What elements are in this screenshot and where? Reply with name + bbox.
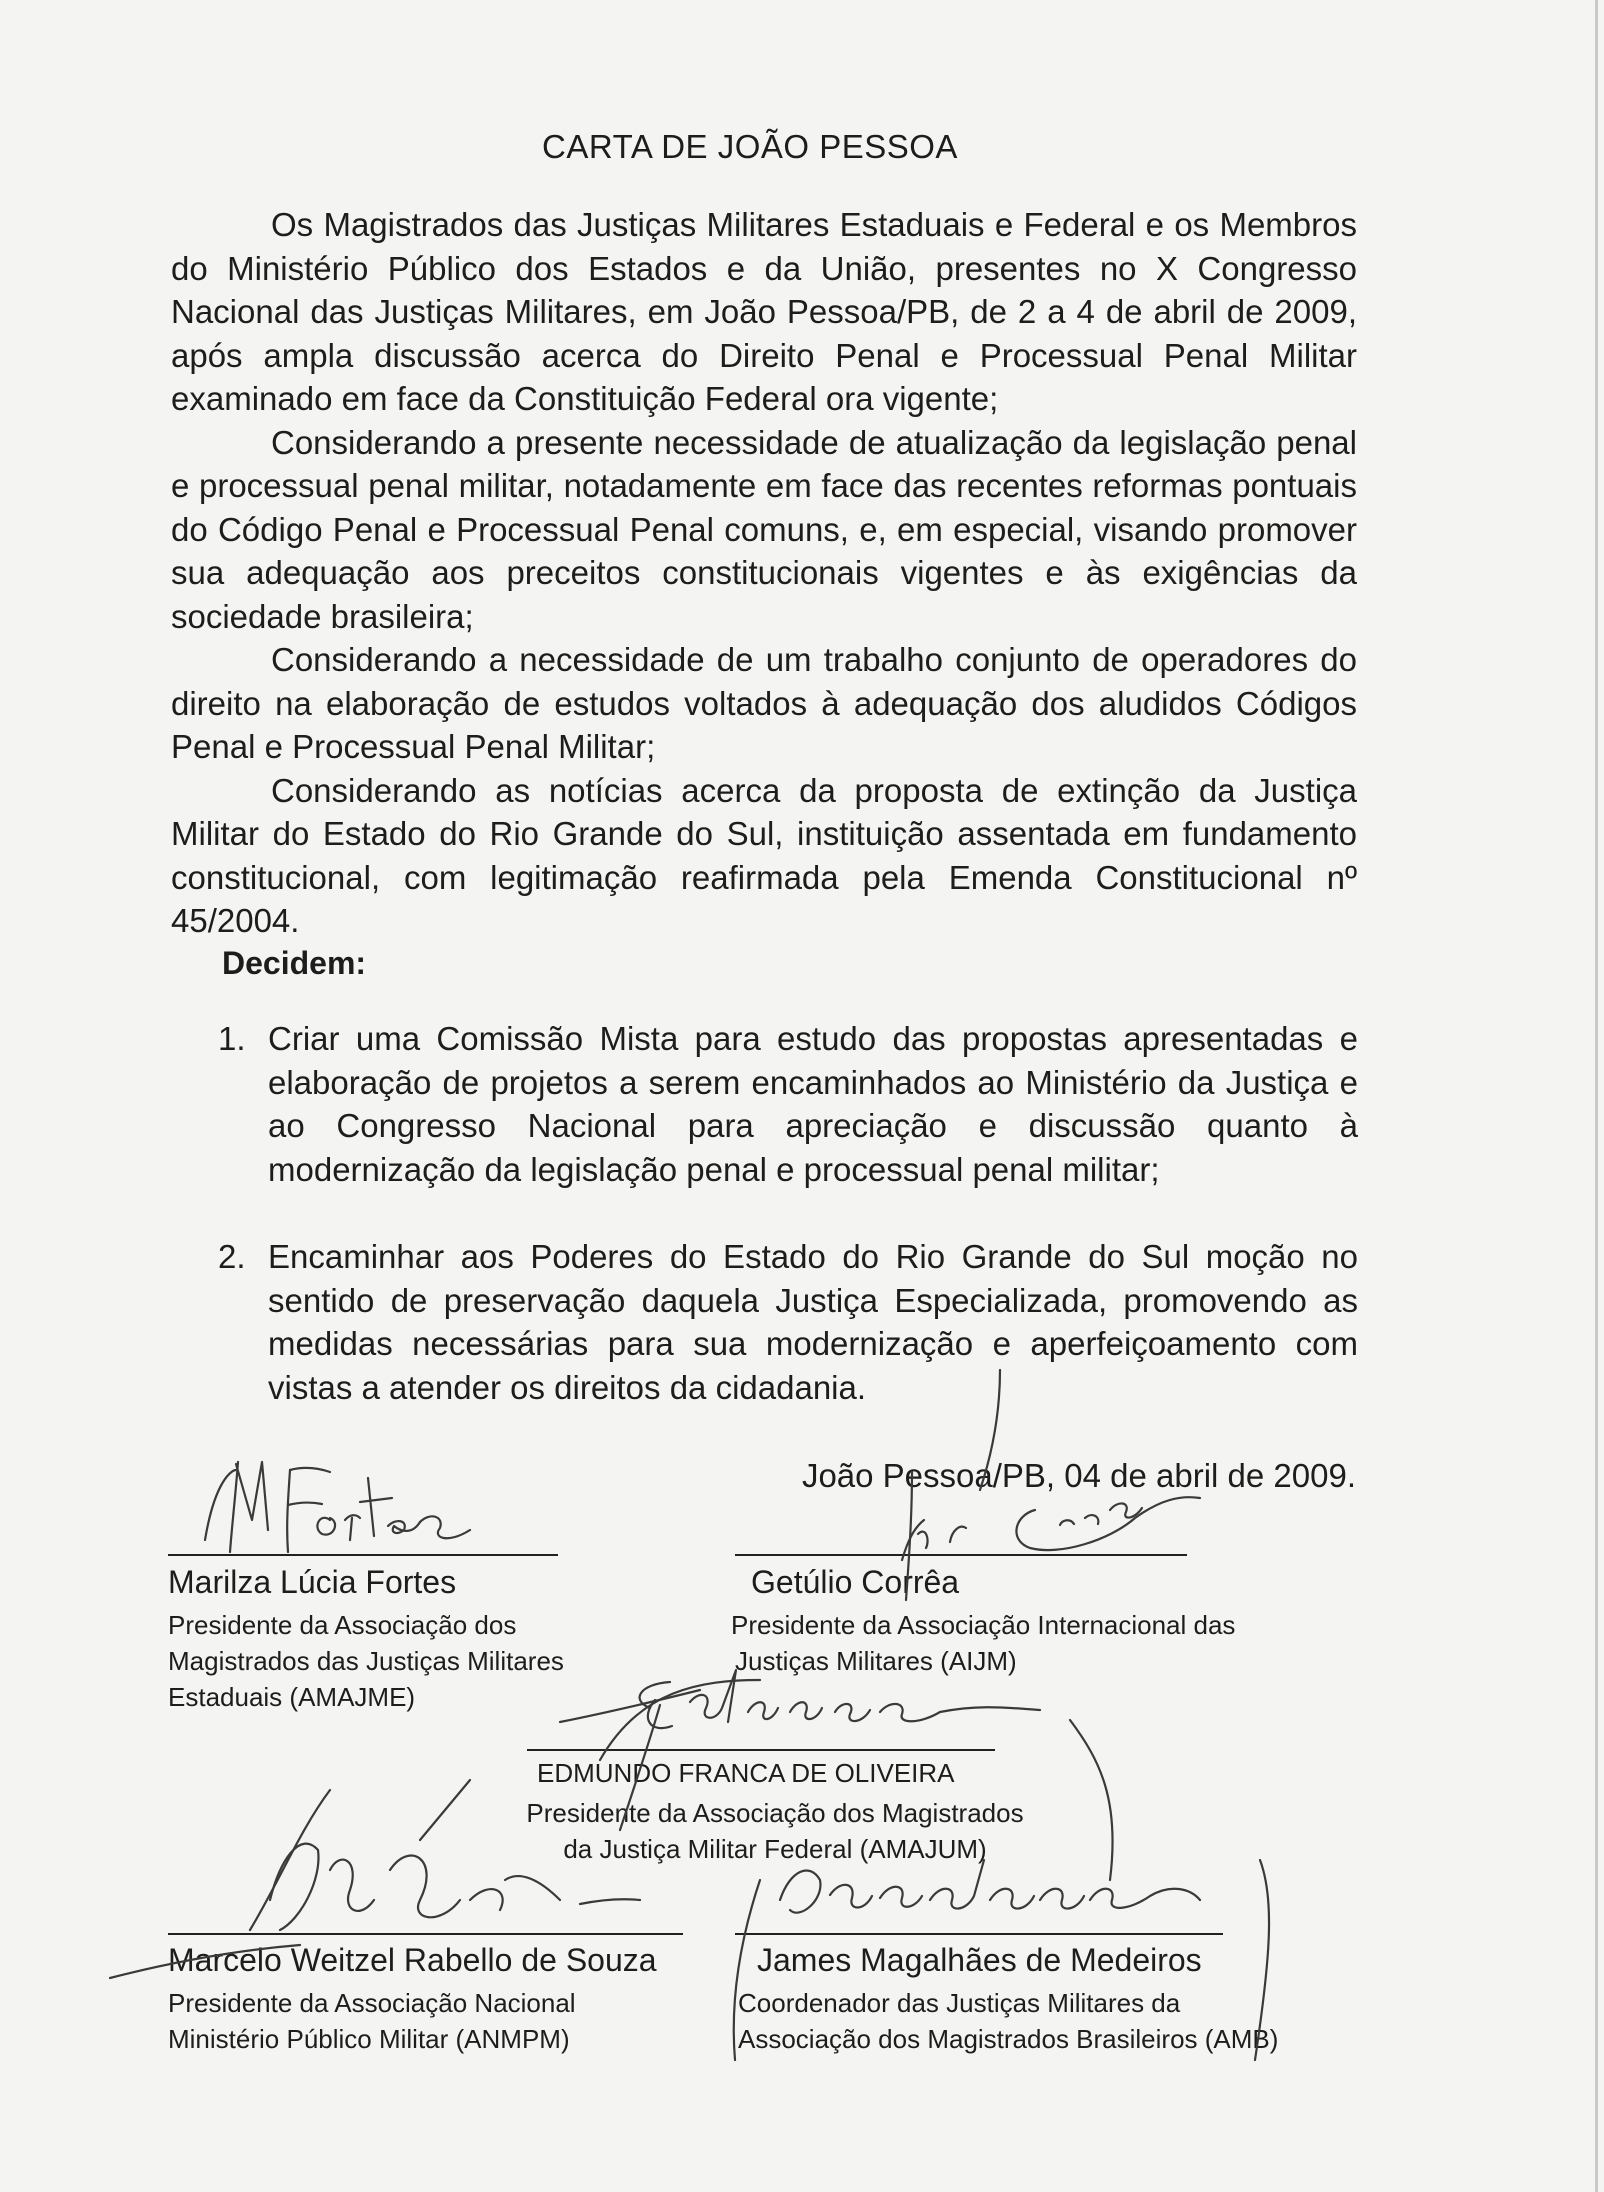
paragraph-considerando-2: Considerando a necessidade de um trabalho conjunto de operadores do direito na elaboração de estudos voltados à adequação dos aludidos Códigos Penal e Processual Penal Militar;	[171, 641, 1357, 765]
paragraph-considerando-1: Considerando a presente necessidade de atualização da legislação penal e processual penal militar, notadamente em face das recentes reformas pontuais do Código Penal e Processual Penal comuns, e, em especial, visando promover sua adequação aos preceitos constitucionais vigentes e às exigências da sociedade brasileira;	[171, 423, 1357, 635]
signature-line	[168, 1933, 683, 1935]
signatory-role: Presidente da Associação Internacional das Justiças Militares (AIJM)	[731, 1610, 1236, 1676]
signatory-role: Presidente da Associação dos Magistrados da Justiça Militar Federal (AMAJUM)	[526, 1798, 1024, 1864]
signatory-name: Marilza Lúcia Fortes	[168, 1564, 457, 1600]
signature-line	[735, 1554, 1187, 1556]
signatory-role: Presidente da Associação dos Magistrados das Justiças Militares Estaduais (AMAJME)	[168, 1610, 564, 1712]
paragraph-intro: Os Magistrados das Justiças Militares Estaduais e Federal e os Membros do Ministério Público dos Estados e da União, presentes no X Congresso Nacional das Justiças Militares, em João Pessoa/PB, de 2 a 4 de abril de 2009, após ampla discussão acerca do Direito Penal e Processual Penal Militar examinado em face da Constituição Federal ora vigente;	[171, 206, 1357, 417]
item-text: Encaminhar aos Poderes do Estado do Rio Grande do Sul moção no sentido de preservação daquela Justiça Especializada, promovendo as medidas necessárias para sua modernização e aperfeiçoamento com vistas a atender os direitos da cidadania.	[268, 1238, 1358, 1406]
preamble	[171, 203, 1357, 943]
decision-item	[218, 1235, 1358, 1409]
place-date: João Pessoa/PB, 04 de abril de 2009.	[801, 1457, 1356, 1494]
signatory-name: EDMUNDO FRANCA DE OLIVEIRA	[537, 1758, 955, 1788]
item-text: Criar uma Comissão Mista para estudo das propostas apresentadas e elaboração de projetos a serem encaminhados ao Ministério da Justiça e ao Congresso Nacional para apreciação e discussão quanto à modernização da legislação penal e processual penal militar;	[268, 1020, 1358, 1188]
signatory-name: Getúlio Corrêa	[751, 1564, 960, 1600]
item-number: 1.	[218, 1020, 246, 1057]
item-number: 2.	[218, 1238, 246, 1275]
signature-line	[168, 1554, 558, 1556]
scan-page-edge	[1595, 0, 1598, 2192]
paragraph-considerando-3: Considerando as notícias acerca da proposta de extinção da Justiça Militar do Estado do Rio Grande do Sul, instituição assentada em fundamento constitucional, com legitimação reafirmada pela Emenda Constitucional nº 45/2004.	[171, 771, 1357, 939]
document-title: CARTA DE JOÃO PESSOA	[542, 128, 958, 165]
decision-item	[218, 1017, 1358, 1191]
decide-heading: Decidem:	[222, 945, 367, 981]
signature-line	[735, 1933, 1223, 1935]
signatory-name: Marcelo Weitzel Rabello de Souza	[168, 1942, 657, 1978]
signature-marilza-fortes	[205, 1462, 470, 1552]
signature-line	[527, 1749, 995, 1751]
signatory-name: James Magalhães de Medeiros	[757, 1942, 1202, 1978]
signatory-role: Presidente da Associação Nacional Ministério Público Militar (ANMPM)	[168, 1988, 576, 2054]
signatory-role: Coordenador das Justiças Militares da Associação dos Magistrados Brasileiros (AMB)	[738, 1988, 1279, 2054]
